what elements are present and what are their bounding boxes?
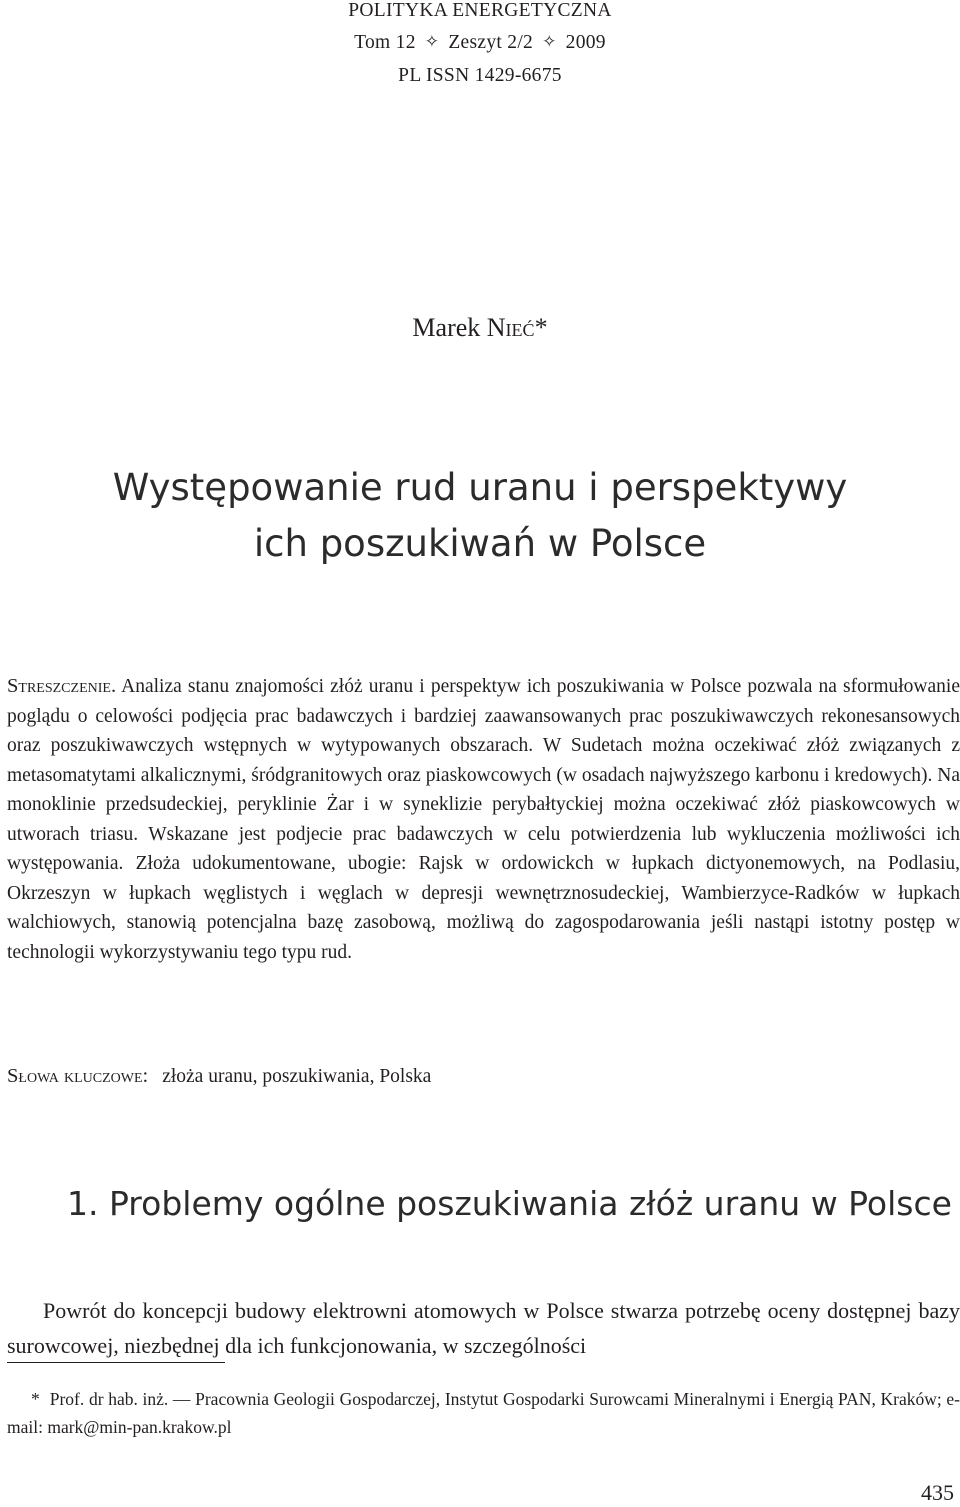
journal-name: POLITYKA ENERGETYCZNA (348, 0, 612, 21)
four-point-star-icon: ✧ (424, 32, 440, 52)
footnote (7, 1385, 960, 1441)
keywords-text: złoża uranu, poszukiwania, Polska (162, 1066, 432, 1087)
section-heading: 1. Problemy ogólne poszukiwania złóż uranu w Polsce (67, 1184, 952, 1223)
keywords-label: Słowa kluczowe: (7, 1065, 149, 1087)
issn: PL ISSN 1429-6675 (398, 65, 562, 86)
journal-volume-line (0, 32, 960, 54)
year: 2009 (565, 32, 606, 53)
author-last-name: Nieć (486, 313, 535, 342)
abstract-label: Streszczenie. (7, 675, 117, 697)
footnote-text: Prof. dr hab. inż. — Pracownia Geologii Gospodarczej, Instytut Gospodarki Surowcami Mineralnymi i Energią PAN, Kraków; e-mail: mark@min-pan.krakow.pl (7, 1389, 960, 1437)
title-line-2: ich poszukiwań w Polsce (253, 522, 707, 565)
four-point-star-icon: ✧ (542, 32, 557, 52)
paper-title (0, 460, 960, 572)
page-number: 435 (921, 1480, 954, 1505)
keywords (7, 1065, 431, 1088)
title-line-1: Występowanie rud uranu i perspektywy (112, 466, 848, 509)
abstract-text: Analiza stanu znajomości złóż uranu i perspektyw ich poszukiwania w Polsce pozwala na sformułowanie poglądu o celowości podjęcia prac badawczych i bardziej zaawansowanych prac poszukiwawczych rekonesansowych oraz poszukiwawczych wstępnych w wytypowanych obszarach. W Sudetach można oczekiwać złóż związanych z metasomatytami alkalicznymi, śródgranitowych oraz piaskowcowych (w osadach najwyższego karbonu i kredowych). Na monoklinie przedsudeckiej, peryklinie Żar i w syneklizie perybałtyckiej można oczekiwać złóż piaskowcowych w utworach triasu. Wskazane jest podjecie prac badawczych w celu potwierdzenia lub wykluczenia możliwości ich występowania. Złoża udokumentowane, ubogie: Rajsk w ordowickch w łupkach dictyonemowych, na Podlasiu, Okrzeszyn w łupkach węglistych i węglach w depresji wewnętrznosudeckiej, Wambierzyce-Radków w łupkach walchiowych, stanowią potencjalna bazę zasobową, możliwą do zagospodarowania jeśli nastąpi istotny postęp w technologii wykorzystywaniu tego typu rud. (7, 676, 960, 963)
author-footnote-mark: * (534, 313, 548, 342)
footnote-mark: * (31, 1389, 40, 1409)
author-name (0, 313, 960, 343)
author-first-name: Marek (412, 313, 481, 342)
issue: Zeszyt 2/2 (448, 32, 534, 53)
abstract (7, 672, 960, 967)
volume: Tom 12 (354, 32, 416, 53)
footnote-divider (7, 1362, 225, 1363)
body-paragraph: Powrót do koncepcji budowy elektrowni atomowych w Polsce stwarza potrzebę oceny dostępnej bazy surowcowej, niezbędnej dla ich funkcjonowania, w szczególności (7, 1298, 960, 1358)
